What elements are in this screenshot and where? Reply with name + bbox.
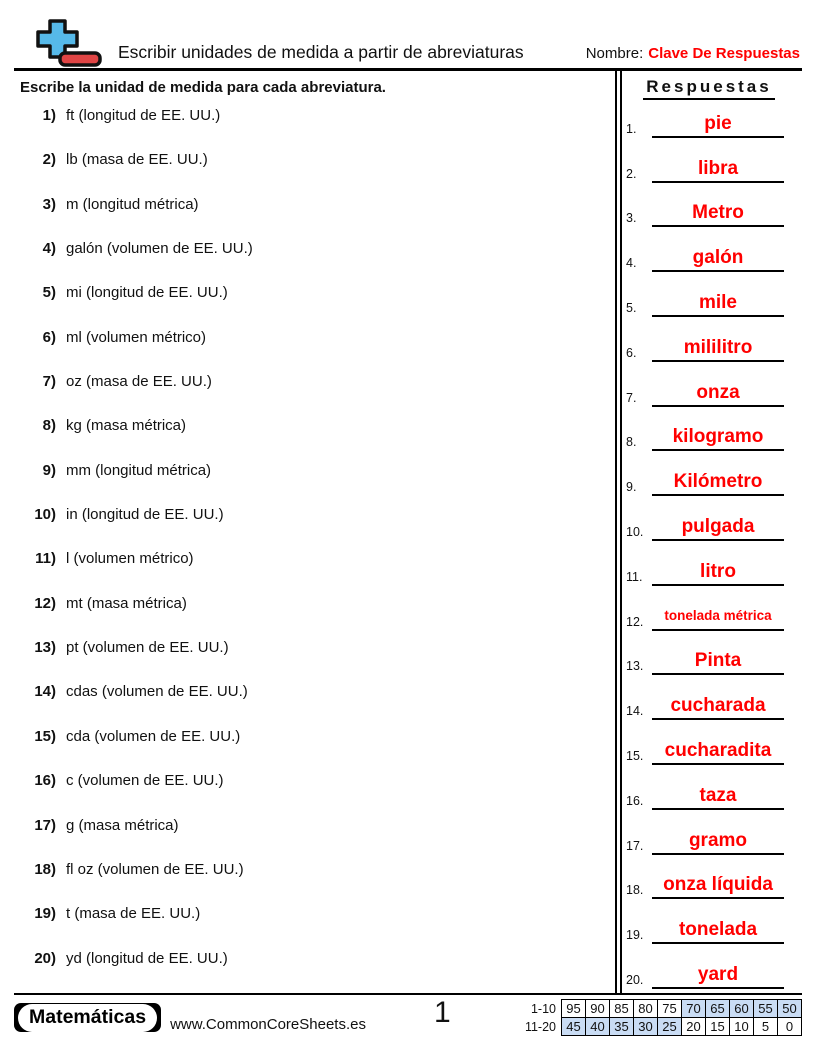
question-text: fl oz (volumen de EE. UU.) [66,860,244,878]
question-number: 4) [42,240,56,258]
answer-line: libra [652,159,784,183]
question-number: 17) [34,816,56,834]
question-row [14,373,615,417]
score-cell: 80 [634,1000,658,1018]
question-text: m (longitud métrica) [66,195,199,213]
question-number: 8) [42,417,56,435]
answer-number: 19. [626,928,644,943]
website-text: www.CommonCoreSheets.es [170,1016,366,1033]
question-row [14,595,615,639]
score-cell: 15 [706,1018,730,1036]
question-text: yd (longitud de EE. UU.) [66,949,228,967]
question-number: 2) [42,151,56,169]
question-number: 14) [34,683,56,701]
question-text: kg (masa métrica) [66,417,187,435]
question-text: t (masa de EE. UU.) [66,905,201,923]
answer-line: cucharadita [652,741,784,765]
score-cell: 90 [586,1000,610,1018]
answer-number: 14. [626,704,644,719]
answer-line: mile [652,293,784,317]
answer-row [626,765,792,810]
answer-line: gramo [652,831,784,855]
answer-line: pie [652,114,784,138]
question-text: mm (longitud métrica) [66,461,212,479]
question-text: pt (volumen de EE. UU.) [66,639,229,657]
question-number: 15) [34,727,56,745]
answer-number: 2. [626,166,637,181]
score-cell: 95 [562,1000,586,1018]
score-row-label: 1-10 [530,1001,556,1016]
score-cell: 45 [562,1018,586,1036]
worksheet-title: Escribir unidades de medida a partir de abreviaturas [118,42,524,62]
score-cell: 65 [706,1000,730,1018]
answer-line: cucharada [652,696,784,720]
score-cell: 40 [586,1018,610,1036]
answer-row [626,631,792,676]
question-number: 11) [35,550,56,568]
answer-number: 12. [626,614,644,629]
answer-row [626,227,792,272]
answer-line: tonelada [652,920,784,944]
answer-line: kilogramo [652,427,784,451]
answer-row [626,675,792,720]
answer-row [626,451,792,496]
subject-label: Matemáticas [18,1004,157,1032]
score-cell: 10 [730,1018,754,1036]
answer-row [626,317,792,362]
question-number: 1) [42,107,56,124]
question-text: ml (volumen métrico) [66,328,207,346]
answer-line: Kilómetro [652,472,784,496]
score-cell: 60 [730,1000,754,1018]
question-row [14,905,615,949]
score-cell: 5 [754,1018,778,1036]
question-row [14,861,615,905]
answer-number: 13. [626,659,644,674]
question-text: lb (masa de EE. UU.) [66,151,208,169]
question-text: c (volumen de EE. UU.) [66,772,224,790]
question-text: galón (volumen de EE. UU.) [66,240,253,258]
answer-row [626,362,792,407]
answer-line: onza [652,383,784,407]
score-cell: 35 [610,1018,634,1036]
question-row [14,950,615,994]
answer-row [626,496,792,541]
answer-number: 5. [626,300,637,315]
answer-row [626,899,792,944]
answer-line: onza líquida [652,875,784,899]
name-value: Clave De Respuestas [648,45,800,62]
question-text: mt (masa métrica) [66,594,187,612]
answer-number: 4. [626,256,637,271]
answer-number: 7. [626,390,637,405]
answer-line: pulgada [652,517,784,541]
question-text: l (volumen métrico) [66,550,194,568]
question-row [14,683,615,727]
question-number: 6) [42,328,56,346]
title-row [118,42,802,63]
question-row [14,728,615,772]
question-number: 10) [34,506,56,524]
question-row [14,240,615,284]
answer-row [626,720,792,765]
answer-line: tonelada métrica [652,609,784,630]
answer-number: 10. [626,524,644,539]
question-text: in (longitud de EE. UU.) [66,506,224,524]
question-text: mi (longitud de EE. UU.) [66,284,228,302]
answer-line: Metro [652,203,784,227]
question-row [14,151,615,195]
question-row [14,817,615,861]
question-number: 19) [34,905,56,923]
question-row [14,284,615,328]
question-row [14,107,615,151]
score-cell: 30 [634,1018,658,1036]
score-cell: 20 [682,1018,706,1036]
answer-row [626,183,792,228]
question-number: 18) [34,860,56,878]
question-row [14,417,615,461]
question-row [14,772,615,816]
questions-column [14,71,615,993]
answer-row [626,272,792,317]
answer-number: 9. [626,480,637,495]
answer-line: mililitro [652,338,784,362]
header [14,0,802,71]
question-number: 7) [42,373,56,391]
question-row [14,462,615,506]
answer-line: yard [652,965,784,989]
score-row [518,1018,802,1036]
question-number: 12) [34,594,56,612]
question-text: cda (volumen de EE. UU.) [66,727,241,745]
question-number: 13) [34,639,56,657]
score-row-label: 11-20 [524,1019,556,1034]
questions-list [14,107,615,994]
answer-number: 20. [626,972,644,987]
answers-header-label: Respuestas [643,77,774,100]
answer-row [626,407,792,452]
score-cell: 75 [658,1000,682,1018]
answer-row [626,586,792,631]
question-row [14,506,615,550]
answer-row [626,93,792,138]
footer [14,993,802,1036]
instruction-text: Escribe la unidad de medida para cada abreviatura. [20,79,386,96]
answers-list [626,93,792,989]
answer-row [626,855,792,900]
answer-number: 6. [626,345,637,360]
answer-row [626,541,792,586]
question-number: 3) [42,195,56,213]
answer-number: 18. [626,883,644,898]
question-text: cdas (volumen de EE. UU.) [66,683,248,701]
answers-column [622,71,802,993]
column-divider [615,71,622,993]
plus-minus-icon [30,18,106,73]
answer-row [626,810,792,855]
name-label: Nombre: [585,45,644,62]
question-number: 9) [42,461,56,479]
question-row [14,196,615,240]
answer-number: 15. [626,748,644,763]
answer-number: 16. [626,793,644,808]
score-cell: 50 [778,1000,802,1018]
score-row [518,1000,802,1018]
question-text: g (masa métrica) [66,816,179,834]
question-row [14,329,615,373]
question-row [14,550,615,594]
score-table [518,999,802,1036]
score-cell: 85 [610,1000,634,1018]
answer-number: 1. [626,121,637,136]
answer-number: 8. [626,435,637,450]
score-cell: 55 [754,1000,778,1018]
answer-line: Pinta [652,651,784,675]
page-number: 1 [434,996,451,1029]
score-cell: 0 [778,1018,802,1036]
answer-number: 11. [626,569,643,584]
answer-number: 17. [626,838,644,853]
question-number: 5) [42,284,56,302]
question-text: oz (masa de EE. UU.) [66,373,212,391]
answer-number: 3. [626,211,637,226]
score-table-body [518,1000,802,1036]
question-row [14,639,615,683]
subject-badge [14,1003,161,1032]
question-number: 16) [34,772,56,790]
question-text: ft (longitud de EE. UU.) [66,107,221,124]
score-cell: 70 [682,1000,706,1018]
main-content [14,71,802,993]
answer-line: taza [652,786,784,810]
answer-row [626,944,792,989]
score-cell: 25 [658,1018,682,1036]
question-number: 20) [34,949,56,967]
answer-line: galón [652,248,784,272]
answer-line: litro [652,562,784,586]
answer-row [626,138,792,183]
